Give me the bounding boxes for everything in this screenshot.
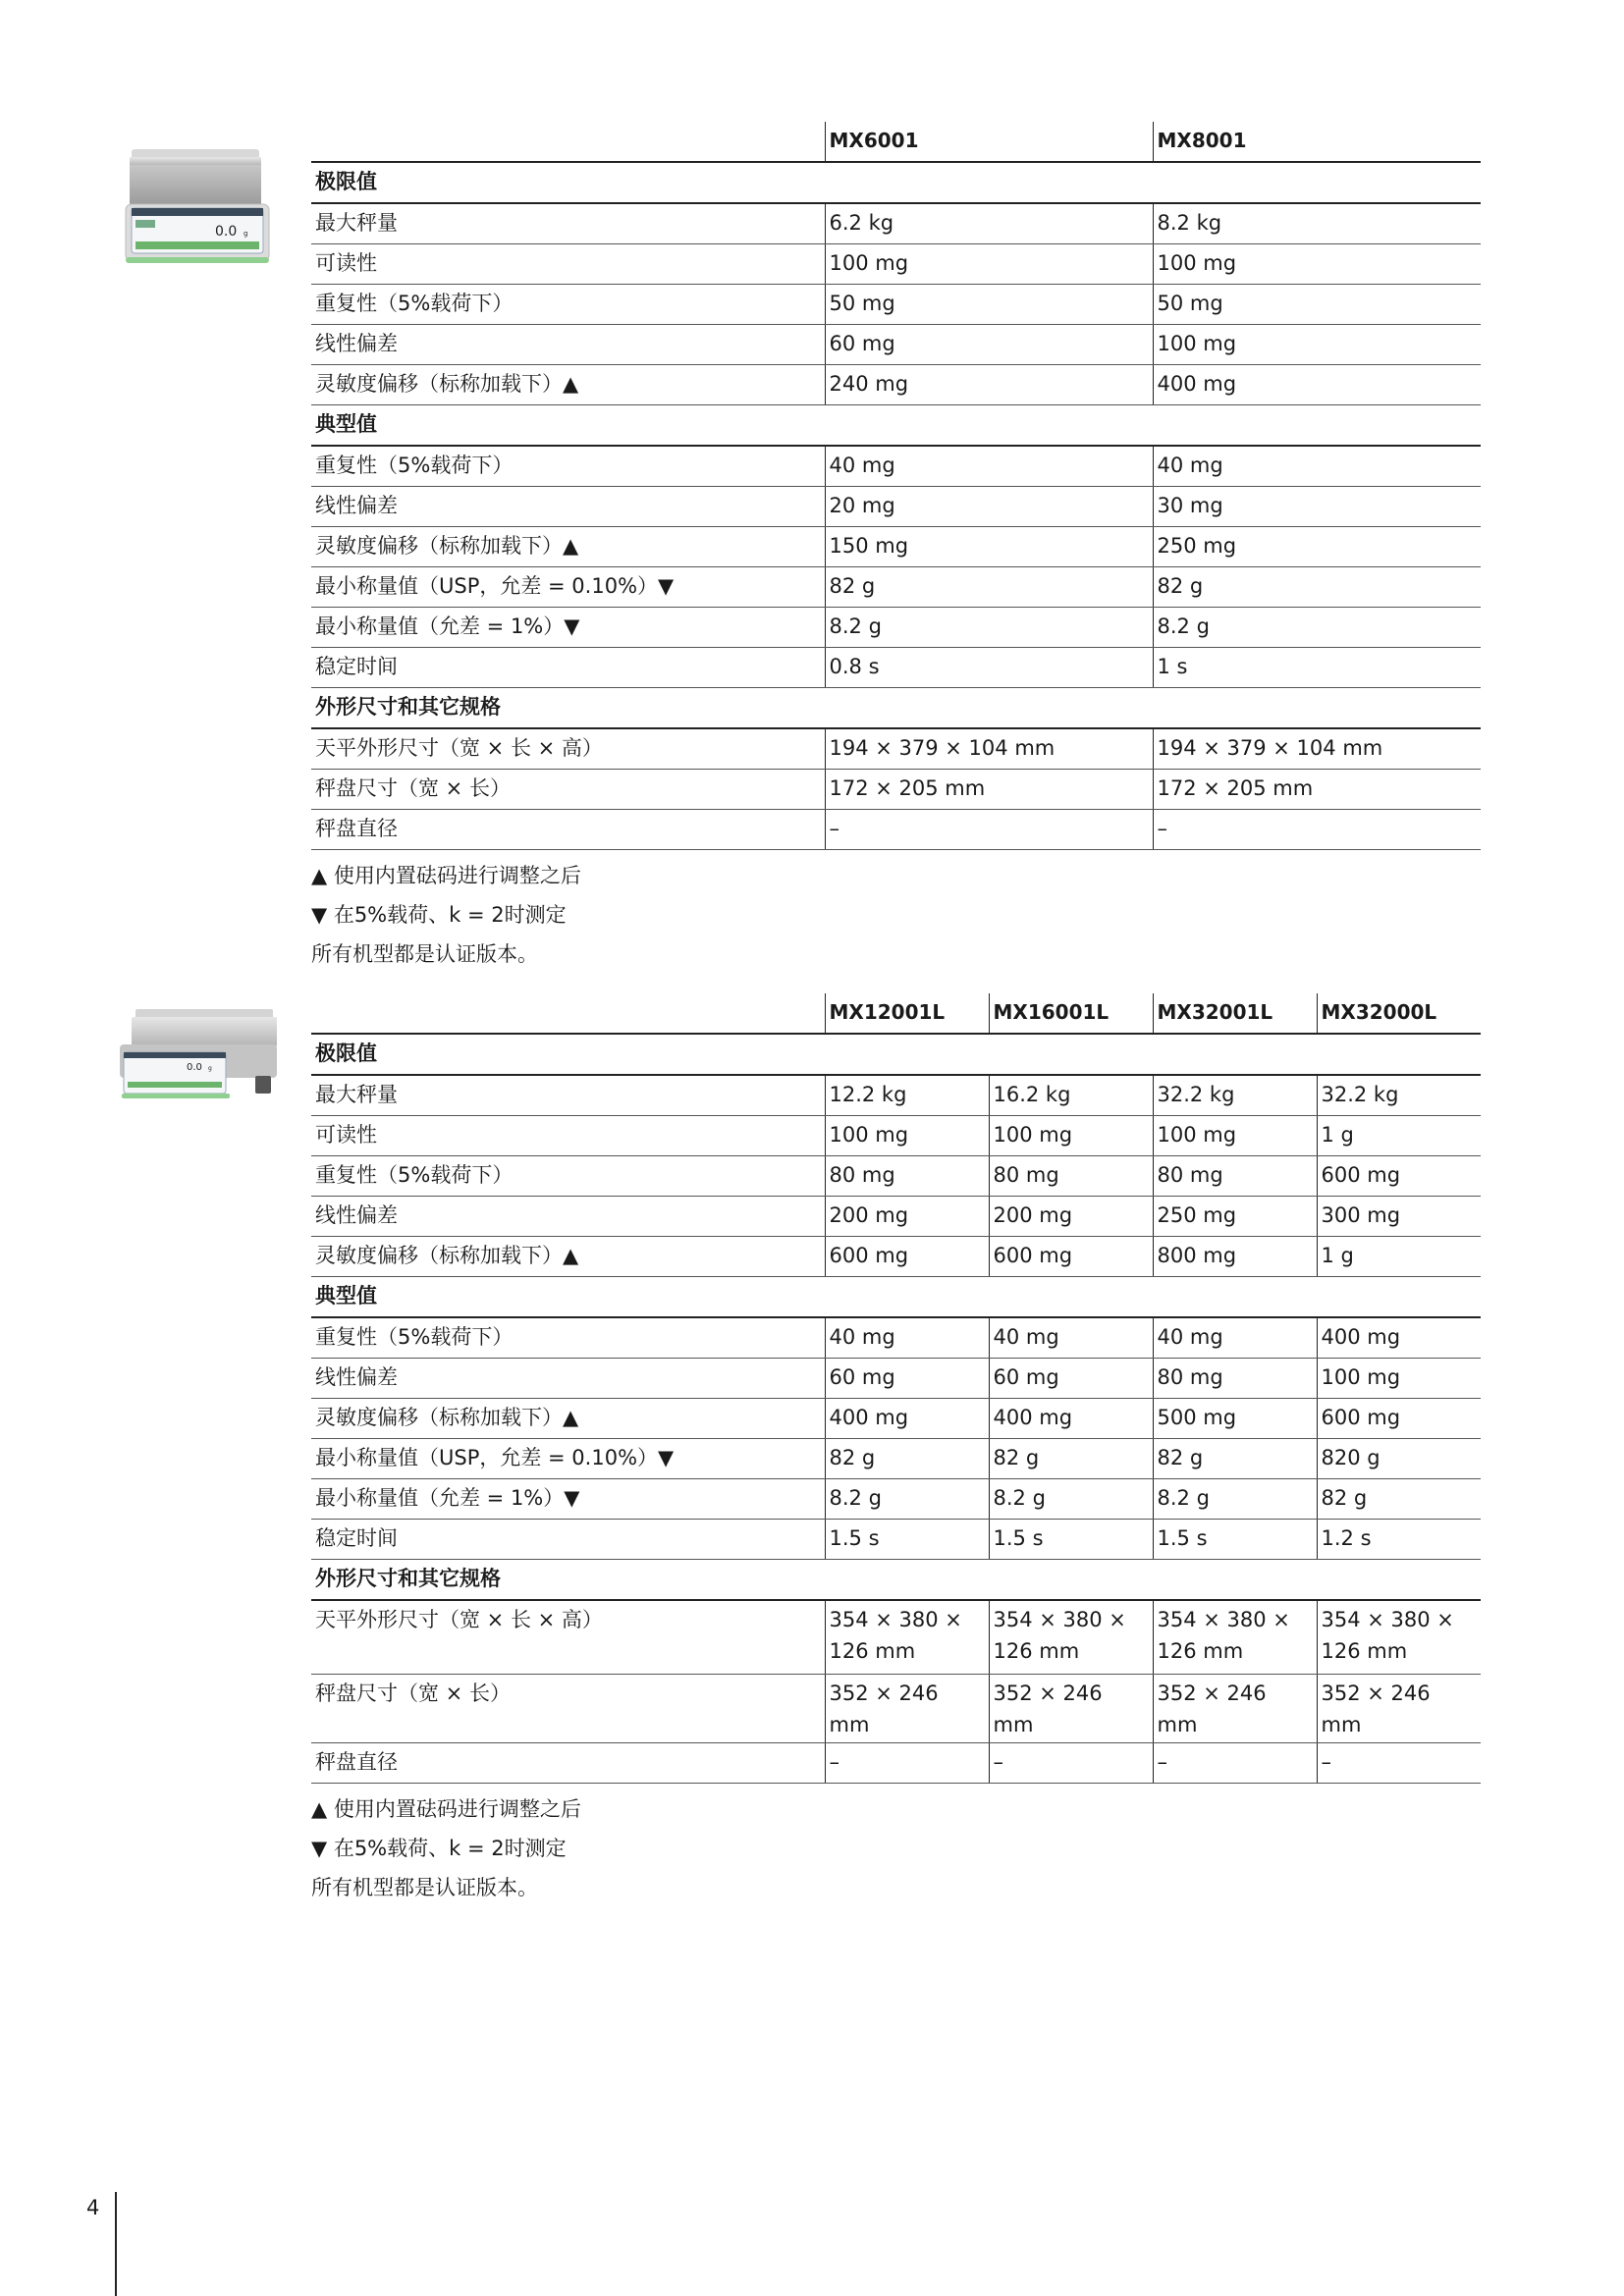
cell-value: 352 × 246 mm <box>1317 1675 1481 1743</box>
row-label: 线性偏差 <box>311 1197 825 1237</box>
cell-value: 600 mg <box>1317 1156 1481 1197</box>
table-row <box>311 1743 1481 1784</box>
cell-value: 150 mg <box>825 527 1153 567</box>
cell-value: 352 × 246 mm <box>825 1675 989 1743</box>
cell-value: 600 mg <box>989 1237 1153 1277</box>
display-reading-2: 0.0 <box>187 1062 202 1073</box>
cell-value: 240 mg <box>825 365 1153 405</box>
row-label: 秤盘直径 <box>311 810 825 850</box>
page-margin-rule <box>115 2192 117 2296</box>
cell-value: 172 × 205 mm <box>1153 770 1481 810</box>
header-spacer <box>311 993 825 1034</box>
row-label: 秤盘尺寸（宽 × 长） <box>311 770 825 810</box>
spec-table-2 <box>311 993 1481 1907</box>
table-row <box>311 1156 1481 1197</box>
row-label: 最大秤量 <box>311 1075 825 1116</box>
cell-value: 1.2 s <box>1317 1520 1481 1560</box>
section-header-row <box>311 1034 1481 1075</box>
table-row <box>311 1317 1481 1359</box>
footnote: ▲ 使用内置砝码进行调整之后 <box>311 864 581 887</box>
cell-value: 400 mg <box>1153 365 1481 405</box>
model-header-row <box>311 993 1481 1034</box>
table-row <box>311 567 1481 608</box>
balance-compact-icon <box>122 143 279 271</box>
cell-value: 100 mg <box>825 1116 989 1156</box>
section-title: 典型值 <box>311 1277 1481 1318</box>
table-row <box>311 1675 1481 1743</box>
table-row <box>311 1600 1481 1675</box>
row-label: 灵敏度偏移（标称加载下）▲ <box>311 527 825 567</box>
cell-value: 50 mg <box>1153 285 1481 325</box>
cell-value: 30 mg <box>1153 487 1481 527</box>
cell-value: 40 mg <box>1153 1317 1317 1359</box>
display-unit: g <box>244 230 248 238</box>
cell-value: 80 mg <box>1153 1359 1317 1399</box>
cell-value: – <box>1153 1743 1317 1784</box>
cell-value: 100 mg <box>1153 1116 1317 1156</box>
cell-value: 8.2 g <box>1153 1479 1317 1520</box>
cell-value: – <box>825 1743 989 1784</box>
table-row <box>311 487 1481 527</box>
cell-value: 820 g <box>1317 1439 1481 1479</box>
cell-value: 40 mg <box>825 1317 989 1359</box>
table-row <box>311 1075 1481 1116</box>
footnotes <box>311 1789 1481 1907</box>
row-label: 最小称量值（允差 = 1%）▼ <box>311 1479 825 1520</box>
cell-value: 82 g <box>989 1439 1153 1479</box>
cell-value: 80 mg <box>1153 1156 1317 1197</box>
row-label: 重复性（5%载荷下） <box>311 446 825 487</box>
cell-value: 40 mg <box>989 1317 1153 1359</box>
footnote: ▼ 在5%载荷、k = 2时测定 <box>311 903 567 927</box>
cell-value: 82 g <box>1153 567 1481 608</box>
model-name: MX6001 <box>825 122 1153 162</box>
spec-table <box>311 993 1481 1784</box>
row-label: 天平外形尺寸（宽 × 长 × 高） <box>311 728 825 770</box>
cell-value: 1 g <box>1317 1237 1481 1277</box>
cell-value: 82 g <box>1317 1479 1481 1520</box>
model-name: MX8001 <box>1153 122 1481 162</box>
cell-value: 8.2 g <box>989 1479 1153 1520</box>
cell-value: 352 × 246 mm <box>1153 1675 1317 1743</box>
row-label: 最小称量值（USP，允差 = 0.10%）▼ <box>311 1439 825 1479</box>
footnote: ▼ 在5%载荷、k = 2时测定 <box>311 1837 567 1860</box>
cell-value: 500 mg <box>1153 1399 1317 1439</box>
spec-table <box>311 122 1481 850</box>
cell-value: 8.2 kg <box>1153 203 1481 244</box>
row-label: 秤盘直径 <box>311 1743 825 1784</box>
cell-value: 6.2 kg <box>825 203 1153 244</box>
cell-value: 354 × 380 × 126 mm <box>825 1600 989 1675</box>
cell-value: – <box>825 810 1153 850</box>
cell-value: 354 × 380 × 126 mm <box>989 1600 1153 1675</box>
cell-value: 12.2 kg <box>825 1075 989 1116</box>
cell-value: 250 mg <box>1153 1197 1317 1237</box>
cell-value: 200 mg <box>825 1197 989 1237</box>
table-row <box>311 203 1481 244</box>
cell-value: 20 mg <box>825 487 1153 527</box>
cell-value: 194 × 379 × 104 mm <box>825 728 1153 770</box>
cell-value: 300 mg <box>1317 1197 1481 1237</box>
cell-value: 8.2 g <box>1153 608 1481 648</box>
cell-value: 352 × 246 mm <box>989 1675 1153 1743</box>
table-row <box>311 1359 1481 1399</box>
model-name: MX16001L <box>989 993 1153 1034</box>
footnote: ▲ 使用内置砝码进行调整之后 <box>311 1797 581 1821</box>
section-title: 外形尺寸和其它规格 <box>311 1560 1481 1601</box>
row-label: 天平外形尺寸（宽 × 长 × 高） <box>311 1600 825 1675</box>
table-row <box>311 244 1481 285</box>
cell-value: 600 mg <box>825 1237 989 1277</box>
section-header-row <box>311 405 1481 447</box>
model-name: MX32001L <box>1153 993 1317 1034</box>
cell-value: 0.8 s <box>825 648 1153 688</box>
section-header-row <box>311 1560 1481 1601</box>
balance-large-icon <box>118 1003 280 1103</box>
page-number: 4 <box>86 2196 100 2219</box>
table-row <box>311 1520 1481 1560</box>
cell-value: 354 × 380 × 126 mm <box>1317 1600 1481 1675</box>
table-row <box>311 608 1481 648</box>
cell-value: 60 mg <box>989 1359 1153 1399</box>
section-header-row <box>311 1277 1481 1318</box>
table-row <box>311 1399 1481 1439</box>
cell-value: 400 mg <box>989 1399 1153 1439</box>
cell-value: 1.5 s <box>1153 1520 1317 1560</box>
cell-value: 60 mg <box>825 1359 989 1399</box>
header-spacer <box>311 122 825 162</box>
footnote: 所有机型都是认证版本。 <box>311 942 538 966</box>
cell-value: – <box>989 1743 1153 1784</box>
table-row <box>311 1237 1481 1277</box>
table-row <box>311 446 1481 487</box>
cell-value: 32.2 kg <box>1317 1075 1481 1116</box>
display-unit-2: g <box>208 1065 212 1072</box>
cell-value: 172 × 205 mm <box>825 770 1153 810</box>
spec-table-1 <box>311 122 1481 974</box>
model-name: MX12001L <box>825 993 989 1034</box>
cell-value: 100 mg <box>1317 1359 1481 1399</box>
row-label: 最小称量值（USP，允差 = 0.10%）▼ <box>311 567 825 608</box>
section-header-row <box>311 162 1481 203</box>
cell-value: – <box>1317 1743 1481 1784</box>
row-label: 秤盘尺寸（宽 × 长） <box>311 1675 825 1743</box>
cell-value: 800 mg <box>1153 1237 1317 1277</box>
footnotes <box>311 856 1481 974</box>
section-title: 典型值 <box>311 405 1481 447</box>
cell-value: 1 g <box>1317 1116 1481 1156</box>
table-row <box>311 285 1481 325</box>
cell-value: 40 mg <box>1153 446 1481 487</box>
row-label: 线性偏差 <box>311 487 825 527</box>
row-label: 稳定时间 <box>311 1520 825 1560</box>
row-label: 线性偏差 <box>311 1359 825 1399</box>
table-row <box>311 365 1481 405</box>
cell-value: 194 × 379 × 104 mm <box>1153 728 1481 770</box>
cell-value: 80 mg <box>825 1156 989 1197</box>
row-label: 灵敏度偏移（标称加载下）▲ <box>311 365 825 405</box>
cell-value: 82 g <box>1153 1439 1317 1479</box>
row-label: 最大秤量 <box>311 203 825 244</box>
model-header-row <box>311 122 1481 162</box>
cell-value: 100 mg <box>989 1116 1153 1156</box>
cell-value: 40 mg <box>825 446 1153 487</box>
row-label: 可读性 <box>311 1116 825 1156</box>
section-title: 极限值 <box>311 162 1481 203</box>
cell-value: 200 mg <box>989 1197 1153 1237</box>
cell-value: 82 g <box>825 1439 989 1479</box>
cell-value: 100 mg <box>825 244 1153 285</box>
table-row <box>311 770 1481 810</box>
cell-value: 1.5 s <box>989 1520 1153 1560</box>
row-label: 灵敏度偏移（标称加载下）▲ <box>311 1237 825 1277</box>
cell-value: 8.2 g <box>825 1479 989 1520</box>
cell-value: 50 mg <box>825 285 1153 325</box>
section-title: 外形尺寸和其它规格 <box>311 688 1481 729</box>
cell-value: 1 s <box>1153 648 1481 688</box>
cell-value: 600 mg <box>1317 1399 1481 1439</box>
cell-value: 16.2 kg <box>989 1075 1153 1116</box>
row-label: 重复性（5%载荷下） <box>311 1156 825 1197</box>
section-header-row <box>311 688 1481 729</box>
cell-value: 80 mg <box>989 1156 1153 1197</box>
footnote: 所有机型都是认证版本。 <box>311 1876 538 1899</box>
display-reading: 0.0 <box>215 224 238 240</box>
table-row <box>311 1116 1481 1156</box>
section-title: 极限值 <box>311 1034 1481 1075</box>
table-row <box>311 1479 1481 1520</box>
model-name: MX32000L <box>1317 993 1481 1034</box>
cell-value: 354 × 380 × 126 mm <box>1153 1600 1317 1675</box>
cell-value: 100 mg <box>1153 244 1481 285</box>
cell-value: 8.2 g <box>825 608 1153 648</box>
table-row <box>311 648 1481 688</box>
cell-value: 60 mg <box>825 325 1153 365</box>
cell-value: 400 mg <box>1317 1317 1481 1359</box>
table-row <box>311 325 1481 365</box>
row-label: 可读性 <box>311 244 825 285</box>
cell-value: 82 g <box>825 567 1153 608</box>
table-row <box>311 728 1481 770</box>
cell-value: 1.5 s <box>825 1520 989 1560</box>
cell-value: – <box>1153 810 1481 850</box>
row-label: 稳定时间 <box>311 648 825 688</box>
row-label: 灵敏度偏移（标称加载下）▲ <box>311 1399 825 1439</box>
table-row <box>311 1197 1481 1237</box>
row-label: 线性偏差 <box>311 325 825 365</box>
row-label: 最小称量值（允差 = 1%）▼ <box>311 608 825 648</box>
table-row <box>311 1439 1481 1479</box>
table-row <box>311 810 1481 850</box>
row-label: 重复性（5%载荷下） <box>311 1317 825 1359</box>
cell-value: 32.2 kg <box>1153 1075 1317 1116</box>
cell-value: 250 mg <box>1153 527 1481 567</box>
row-label: 重复性（5%载荷下） <box>311 285 825 325</box>
table-row <box>311 527 1481 567</box>
cell-value: 100 mg <box>1153 325 1481 365</box>
cell-value: 400 mg <box>825 1399 989 1439</box>
